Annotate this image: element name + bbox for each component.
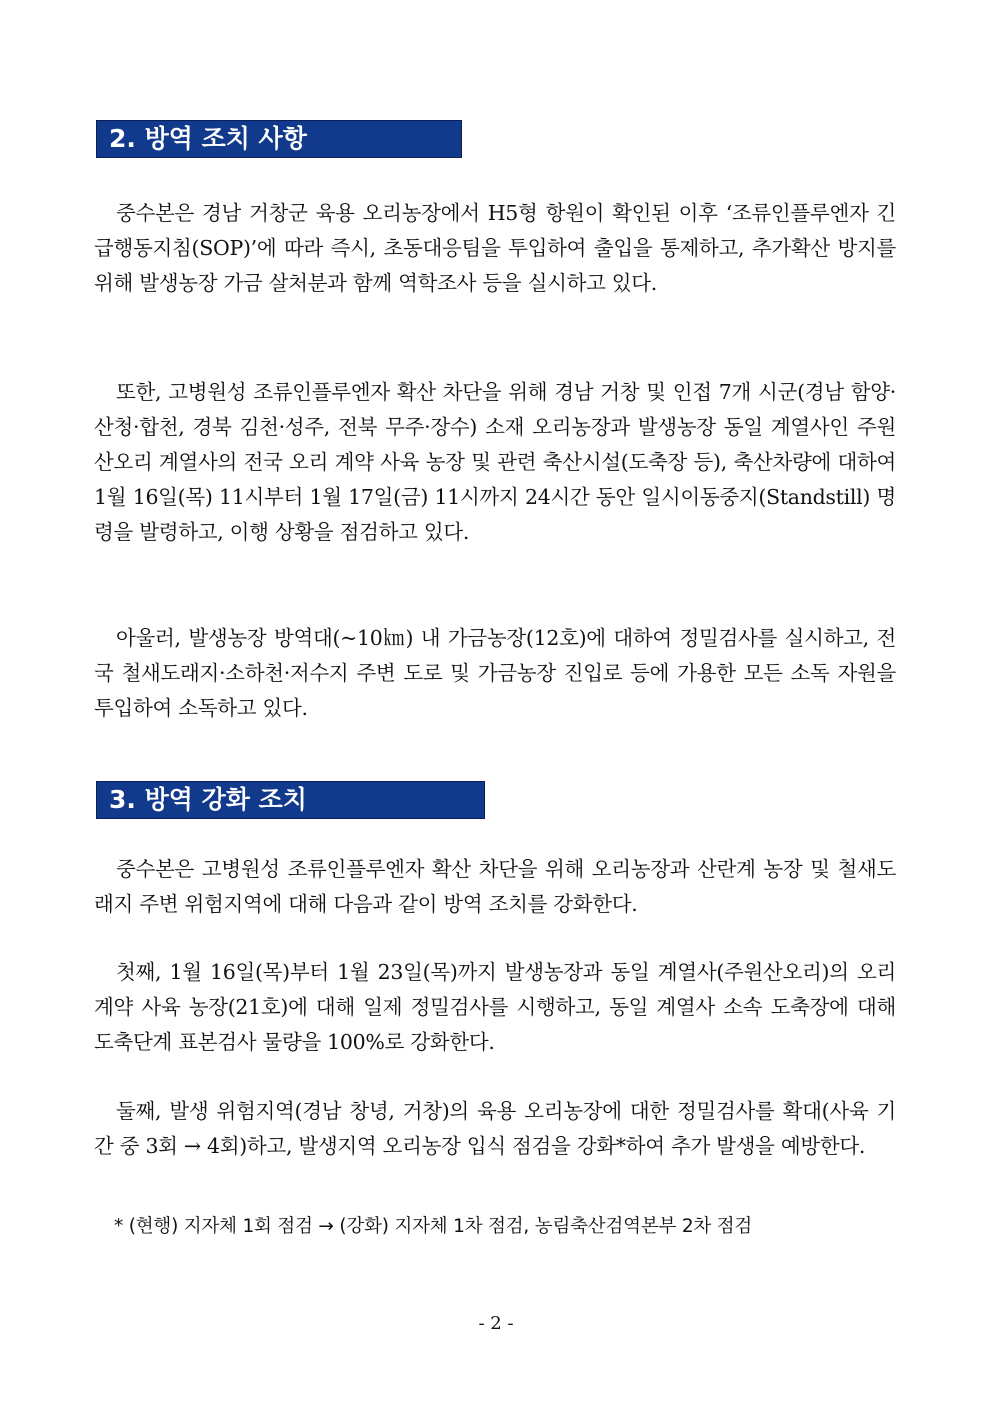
footnote: * (현행) 지자체 1회 점검 → (강화) 지자체 1차 점검, 농림축산검역본부 2차 점검 [114,1216,753,1237]
paragraph-second-measure: 둘째, 발생 위험지역(경남 창녕, 거창)의 육용 오리농장에 대한 정밀검사를 확대(사육 기간 중 3회 → 4회)하고, 발생지역 오리농장 입식 점검을 강화*하여 추가 발생을 예방한다. [94,1099,896,1158]
paragraph-strengthening-intro: 중수본은 고병원성 조류인플루엔자 확산 차단을 위해 오리농장과 산란계 농장 및 철새도래지 주변 위험지역에 대해 다음과 같이 방역 조치를 강화한다. [94,857,896,916]
section-heading-3: 3. 방역 강화 조치 [96,781,485,819]
section-heading-2: 2. 방역 조치 사항 [96,120,462,158]
page-number: - 2 - [478,1313,514,1334]
paragraph-sop-response: 중수본은 경남 거창군 육용 오리농장에서 H5형 항원이 확인된 이후 ‘조류인플루엔자 긴급행동지침(SOP)’에 따라 즉시, 초동대응팀을 투입하여 출입을 통제하고, 추가확산 방지를 위해 발생농장 가금 살처분과 함께 역학조사 등을 실시하고 있다. [94,201,896,295]
paragraph-first-measure: 첫째, 1월 16일(목)부터 1월 23일(목)까지 발생농장과 동일 계열사(주원산오리)의 오리 계약 사육 농장(21호)에 대해 일제 정밀검사를 시행하고, 동일 계열사 소속 도축장에 대해 도축단계 표본검사 물량을 100%로 강화한다. [94,960,896,1054]
paragraph-standstill-order: 또한, 고병원성 조류인플루엔자 확산 차단을 위해 경남 거창 및 인접 7개 시군(경남 함양·산청·합천, 경북 김천·성주, 전북 무주·장수) 소재 오리농장과 발생농장 동일 계열사인 주원산오리 계열사의 전국 오리 계약 사육 농장 및 관련 축산시설(도축장 등), 축산차량에 대하여 1월 16일(목) 11시부터 1월 17일(금) 11시까지 24시간 동안 일시이동중지(Standstill) 명령을 발령하고, 이행 상황을 점검하고 있다. [94,380,896,544]
paragraph-disinfection: 아울러, 발생농장 방역대(~10㎞) 내 가금농장(12호)에 대하여 정밀검사를 실시하고, 전국 철새도래지·소하천·저수지 주변 도로 및 가금농장 진입로 등에 가용한 모든 소독 자원을 투입하여 소독하고 있다. [94,626,896,720]
